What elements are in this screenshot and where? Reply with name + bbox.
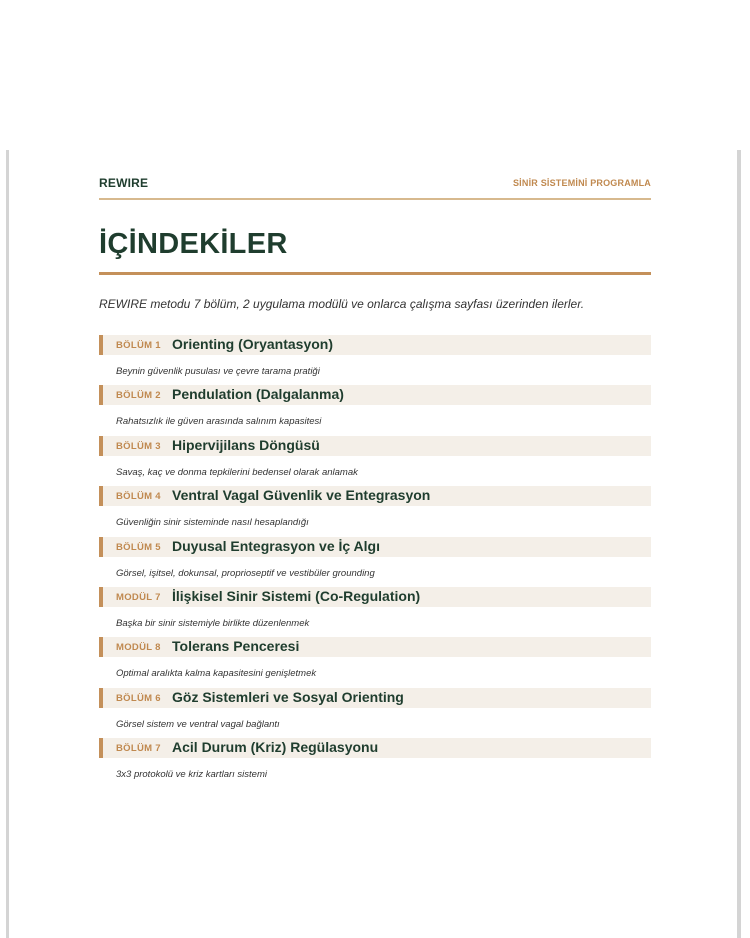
header-divider <box>99 198 651 200</box>
entry-description: Beynin güvenlik pusulası ve çevre tarama pratiği <box>116 366 320 377</box>
entry-title: Ventral Vagal Güvenlik ve Entegrasyon <box>172 487 431 503</box>
toc-entry[interactable] <box>99 738 651 786</box>
entry-tag: BÖLÜM 6 <box>116 693 161 704</box>
entry-accent <box>99 436 103 456</box>
page-header <box>99 176 651 192</box>
brand-name: REWIRE <box>99 176 149 190</box>
entry-title: Orienting (Oryantasyon) <box>172 336 334 352</box>
entry-description: 3x3 protokolü ve kriz kartları sistemi <box>116 769 267 780</box>
page-edge-right <box>737 150 741 938</box>
entry-accent <box>99 486 103 506</box>
entry-tag: MODÜL 7 <box>116 592 161 603</box>
entry-description: Rahatsızlık ile güven arasında salınım kapasitesi <box>116 416 322 427</box>
entry-title: İlişkisel Sinir Sistemi (Co-Regulation) <box>172 588 421 604</box>
entry-description: Optimal aralıkta kalma kapasitesini genişletmek <box>116 668 317 679</box>
entry-accent <box>99 738 103 758</box>
intro-text: REWIRE metodu 7 bölüm, 2 uygulama modülü ve onlarca çalışma sayfası üzerinden ilerler. <box>99 297 585 311</box>
title-divider <box>99 272 651 275</box>
entry-tag: BÖLÜM 2 <box>116 390 161 401</box>
entry-accent <box>99 688 103 708</box>
toc-entry[interactable] <box>99 385 651 433</box>
entry-title: Acil Durum (Kriz) Regülasyonu <box>172 739 379 755</box>
entry-accent <box>99 335 103 355</box>
entry-title: Hipervijilans Döngüsü <box>172 437 320 453</box>
entry-title: Göz Sistemleri ve Sosyal Orienting <box>172 689 404 705</box>
toc-entry[interactable] <box>99 335 651 383</box>
entry-title: Duyusal Entegrasyon ve İç Algı <box>172 538 380 554</box>
entry-accent <box>99 385 103 405</box>
entry-title: Tolerans Penceresi <box>172 638 300 654</box>
toc-entry[interactable] <box>99 587 651 635</box>
entry-title: Pendulation (Dalgalanma) <box>172 386 344 402</box>
entry-description: Savaş, kaç ve donma tepkilerini bedensel olarak anlamak <box>116 467 358 478</box>
entry-tag: MODÜL 8 <box>116 642 161 653</box>
entry-description: Başka bir sinir sistemiyle birlikte düzenlenmek <box>116 618 310 629</box>
entry-tag: BÖLÜM 1 <box>116 340 161 351</box>
entry-tag: BÖLÜM 3 <box>116 441 161 452</box>
toc-entry[interactable] <box>99 436 651 484</box>
entry-tag: BÖLÜM 5 <box>116 542 161 553</box>
page-title: İÇİNDEKİLER <box>99 228 288 260</box>
entry-accent <box>99 637 103 657</box>
running-title: SİNİR SİSTEMİNİ PROGRAMLA <box>512 178 651 188</box>
entry-description: Görsel, işitsel, dokunsal, proprioseptif ve vestibüler grounding <box>116 568 375 579</box>
entry-tag: BÖLÜM 4 <box>116 491 161 502</box>
entry-tag: BÖLÜM 7 <box>116 743 161 754</box>
entry-accent <box>99 537 103 557</box>
toc-entry[interactable] <box>99 486 651 534</box>
toc-entry[interactable] <box>99 637 651 685</box>
entry-description: Görsel sistem ve ventral vagal bağlantı <box>116 719 280 730</box>
entry-description: Güvenliğin sinir sisteminde nasıl hesaplandığı <box>116 517 309 528</box>
entry-accent <box>99 587 103 607</box>
toc-entry[interactable] <box>99 537 651 585</box>
toc-entry[interactable] <box>99 688 651 736</box>
page-edge-left <box>6 150 9 938</box>
